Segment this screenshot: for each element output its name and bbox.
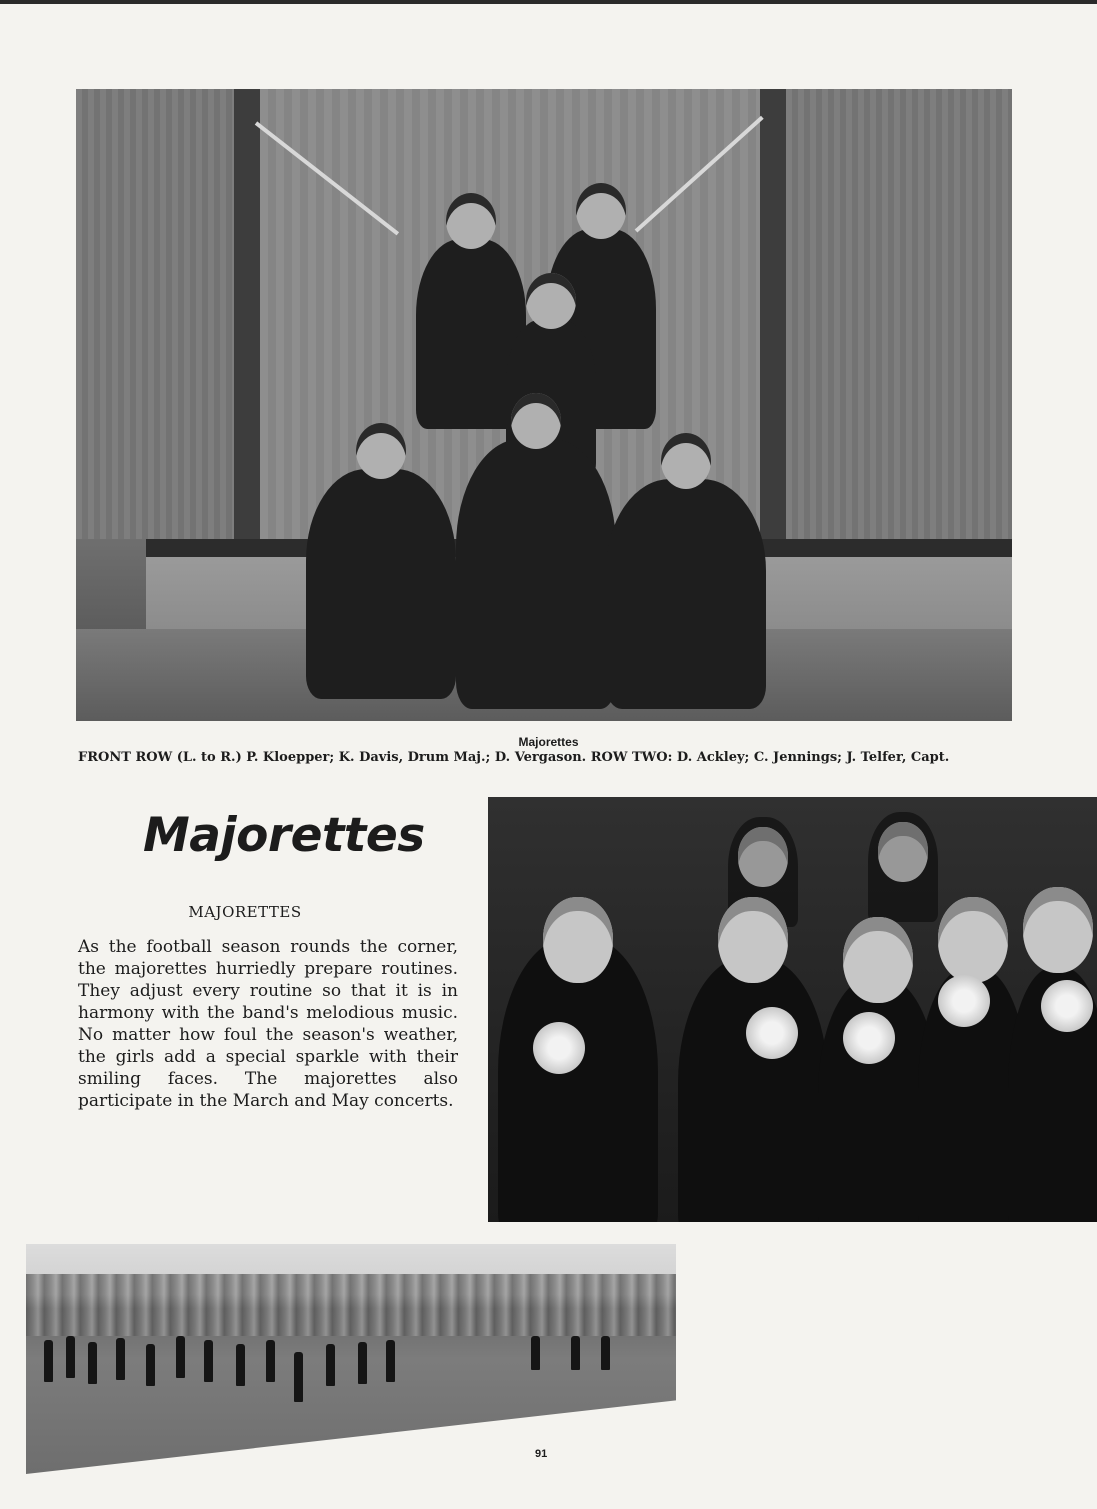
band-member bbox=[266, 1340, 275, 1382]
band-member bbox=[326, 1344, 335, 1386]
spectator-face bbox=[878, 822, 928, 882]
majorette-figure bbox=[456, 439, 616, 709]
band-member bbox=[571, 1336, 580, 1370]
band-member bbox=[236, 1344, 245, 1386]
majorette-seated bbox=[498, 937, 658, 1222]
corsage bbox=[843, 1012, 895, 1064]
band-member bbox=[601, 1336, 610, 1370]
band-member bbox=[146, 1344, 155, 1386]
band-member bbox=[294, 1352, 303, 1402]
majorette-face bbox=[938, 897, 1008, 983]
majorettes-bleachers-photo bbox=[488, 797, 1097, 1222]
band-member bbox=[176, 1336, 185, 1378]
majorette-figure bbox=[306, 469, 456, 699]
majorette-head bbox=[661, 433, 711, 489]
band-member bbox=[116, 1338, 125, 1380]
wall-panel bbox=[786, 89, 1012, 539]
band-member bbox=[358, 1342, 367, 1384]
wall-pillar bbox=[760, 89, 786, 549]
corsage bbox=[1041, 980, 1093, 1032]
article-subheading: MAJORETTES bbox=[188, 903, 302, 921]
majorette-head bbox=[526, 273, 576, 329]
spectator bbox=[868, 812, 938, 922]
page-number: 91 bbox=[535, 1448, 548, 1460]
band-member bbox=[44, 1340, 53, 1382]
majorette-seated bbox=[678, 957, 828, 1222]
majorette-face bbox=[843, 917, 913, 1003]
majorette-face bbox=[718, 897, 788, 983]
majorette-head bbox=[356, 423, 406, 479]
band-member bbox=[204, 1340, 213, 1382]
corsage bbox=[746, 1007, 798, 1059]
marching-band-field-photo bbox=[26, 1244, 676, 1474]
majorette-head bbox=[576, 183, 626, 239]
article-body: As the football season rounds the corner, the majorettes hurriedly prepare routines. They adjust every routine so that it is in harmony with the band's melodious music. No matter how foul the season's weather, the girls add a special sparkle with their smiling faces. The majorettes also participate in the March and May concerts. bbox=[78, 937, 458, 1111]
corsage bbox=[533, 1022, 585, 1074]
band-member bbox=[531, 1336, 540, 1370]
corsage bbox=[938, 975, 990, 1027]
tree-line bbox=[26, 1274, 676, 1336]
spectator-face bbox=[738, 827, 788, 887]
band-member bbox=[386, 1340, 395, 1382]
top-rule bbox=[0, 0, 1097, 4]
majorettes-group-photo bbox=[76, 89, 1012, 721]
wall-panel bbox=[76, 89, 236, 539]
majorette-face bbox=[543, 897, 613, 983]
band-member bbox=[88, 1342, 97, 1384]
majorette-face bbox=[1023, 887, 1093, 973]
page-title: Majorettes bbox=[143, 808, 425, 863]
majorette-head bbox=[446, 193, 496, 249]
band-member bbox=[66, 1336, 75, 1378]
photo-caption-title: Majorettes bbox=[518, 735, 579, 749]
wall-pillar bbox=[234, 89, 260, 549]
majorette-figure bbox=[606, 479, 766, 709]
majorette-head bbox=[511, 393, 561, 449]
photo-caption-names: FRONT ROW (L. to R.) P. Kloepper; K. Davis, Drum Maj.; D. Vergason. ROW TWO: D. Ackley; C. Jennings; J. Telfer, Capt. bbox=[78, 750, 950, 765]
